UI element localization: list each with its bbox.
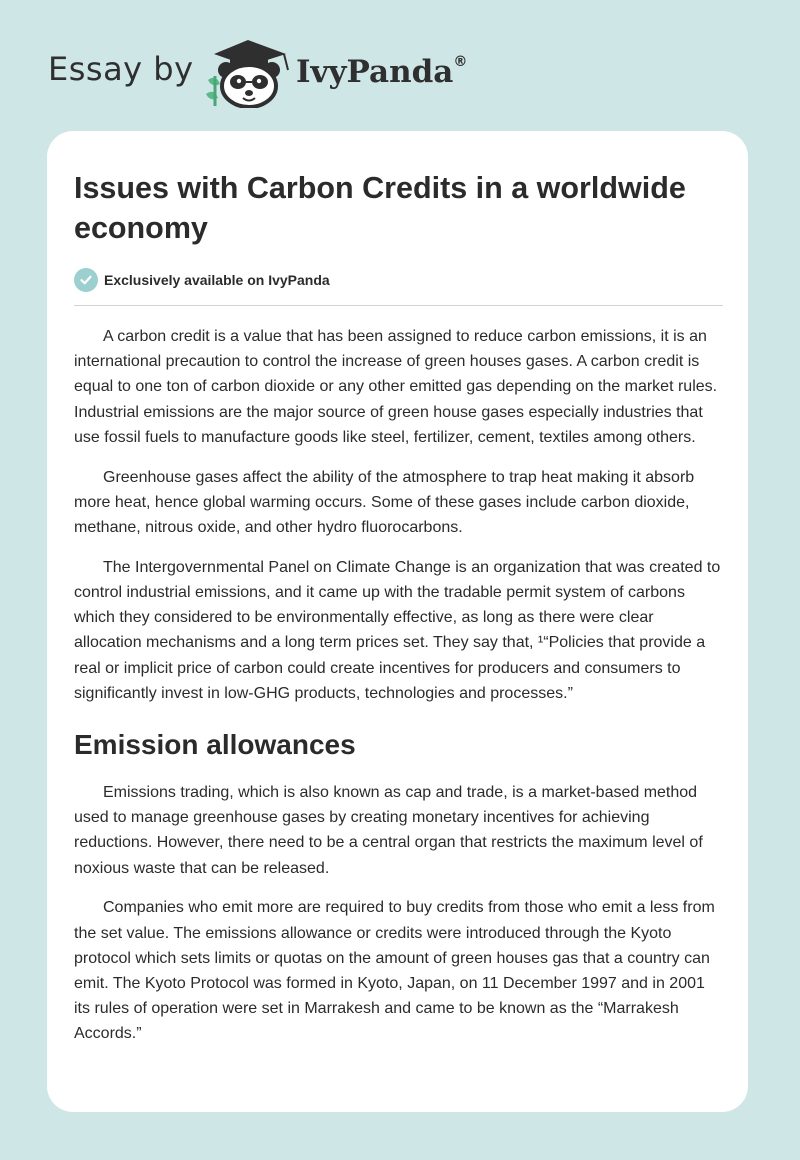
divider — [74, 305, 723, 306]
exclusive-badge — [74, 267, 723, 293]
brand-name[interactable]: IvyPanda® — [296, 54, 468, 90]
site-header — [0, 0, 800, 130]
article-content — [74, 131, 723, 1047]
paragraph: The Intergovernmental Panel on Climate Change is an organization that was created to control industrial emissions, and it came up with the tradable permit system of carbons which they considered to be environmentally effective, as long as there were clear allocation mechanisms and a long term prices set. They say that, ¹“Policies that provide a real or implicit price of carbon could create incentives for producers and consumers to significantly invest in low-GHG products, technologies and processes.” — [74, 558, 721, 702]
paragraph: Companies who emit more are required to buy credits from those who emit a less from the set value. The emissions allowance or credits were introduced through the Kyoto protocol which sets limits or quotas on the amount of green houses gas that a country can emit. The Kyoto Protocol was formed in Kyoto, Japan, on 11 December 1997 and in 2001 its rules of operation were set in Marrakesh and came to be known as the “Marrakesh Accords.” — [74, 899, 715, 1043]
paragraph: Greenhouse gases affect the ability of the atmosphere to trap heat making it absorb more heat, hence global warming occurs. Some of these gases include carbon dioxide, methane, nitrous oxide, and other hydro fluorocarbons. — [74, 468, 695, 537]
paragraph: A carbon credit is a value that has been assigned to reduce carbon emissions, it is an international precaution to control the increase of green houses gases. A carbon credit is equal to one ton of carbon dioxide or any other emitted gas depending on the market rules. Industrial emissions are the major source of green house gases especially industries that use fossil fuels to manufacture goods like steel, fertilizer, cement, textiles among others. — [74, 328, 718, 446]
registered-mark: ® — [453, 54, 468, 70]
article-body — [74, 324, 723, 1047]
page-title: Issues with Carbon Credits in a worldwide economy — [74, 171, 686, 245]
panda-graduate-logo-icon[interactable] — [200, 36, 296, 108]
badge-text: Exclusively available on IvyPanda — [104, 272, 330, 288]
paragraph: Emissions trading, which is also known as cap and trade, is a market-based method used to manage greenhouse gases by creating monetary incentives for achieving reductions. However, there need to be a central organ that restricts the maximum level of noxious waste that can be released. — [74, 784, 703, 877]
check-icon — [74, 268, 98, 292]
article-card — [47, 131, 748, 1112]
section-heading: Emission allowances — [74, 729, 356, 761]
brand-prefix: Essay by — [48, 50, 194, 88]
